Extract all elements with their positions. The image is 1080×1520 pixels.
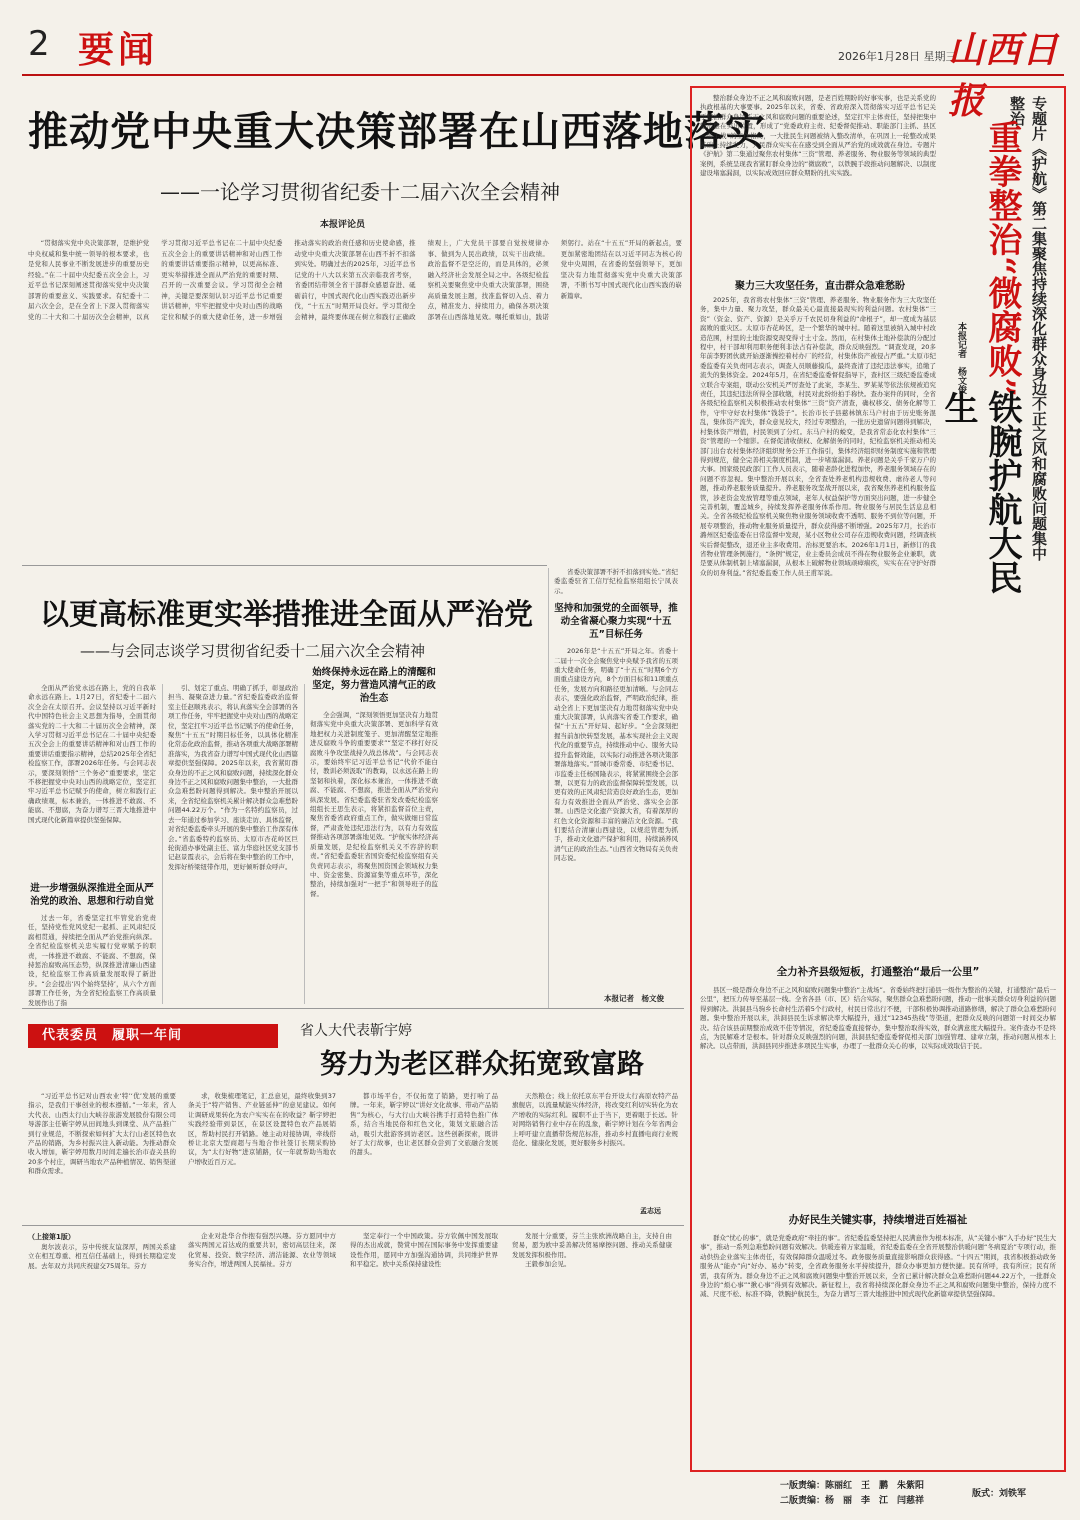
issue-date: 2026年1月28日 星期三: [838, 50, 957, 63]
interview-subtitle-1: 进一步增强纵深推进全面从严治党的政治、思想和行动自觉: [30, 883, 154, 907]
rep-col2: 求，收集梳理笔记，汇总意见，最终收集到37条关于“特产销售、产业链延伸”的意见建议。如何让调研成果转化为农户实实在在的收益？靳宇婷把实践经验带到景区，在景区设置特色农产品展销区，帮助村民打开销路。她主动对接协调，牵线搭桥让北京大型商超与当地合作社签订长期采购协议，为“太行好物”进京铺路，仅一年就帮助当地农户增收近百万元。: [188, 1092, 336, 1166]
page-header: [0, 0, 1080, 122]
feature-kicker: 专题片《护航》第二集聚焦持续深化群众身边不正之风和腐败问题集中整治: [1008, 96, 1048, 561]
editorial-subhead: ——一论学习贯彻省纪委十二届六次全会精神: [160, 180, 560, 204]
bottom-col2: 企业对赴华合作抱有强烈兴趣。芬方愿同中方落实两国元首达成的重要共识，密切高层往来，深化贸易、投资、数字经济、清洁能源、农业等领域务实合作，增进两国人民福祉。芬方: [188, 1232, 336, 1269]
rep-badge: 代表委员 履职一年间: [28, 1024, 278, 1048]
feature-byline: 本报记者 杨文俊: [956, 322, 966, 394]
feature-body-1: 2025年，我省将农村集体“三资”管理、养老服务、物业服务作为三大攻坚任务，集中力量、聚力攻坚，群众最关心最直接最现实的利益问题。农村集体“三资”（资金、资产、资源）是关乎万千农民切身利益的“命根子”，却一度成为基层腐败的重灾区。太原市杏花岭区，是一个繁华的城中村。随着这里被纳入城中村改造范围，村里的土地资源变现变得寸土寸金。然而，在村集体土地补偿款的分配过程中，村干部却利用职务便利非法占有补偿款，群众反映强烈。“调查发现，20多年前李野团伙就开始逐渐操控着村办厂的经营，村集体资产被侵占严重。”太原市纪委监委有关负责同志表示，调查人员顺藤摸瓜，最终查清了违纪违法事实，追缴了流失的集体资金。2024年5月，在省纪委监委督促指导下，查村区三级纪委监委成立联合专案组，联动公安机关严厉查处了此案，李某生、罗某某等依法依规被追究责任，其违纪违法所得全部收缴，村民对此纷纷拍手称快。查办案件的同时，全省各级纪检监察机关积极推动农村集体“三资”资产清查，确权移交、债务化解等工作，守牢守好农村集体“钱袋子”。长治市长子县慈林镇东马户村由于历史账务混乱，集体资产流失，群众意见较大，经过专项整治，一批历史遗留问题得到解决，村集体资产增值，村民领到了分红。东马户村的蜕变，是我省常态化农村集体“三资”管理的一个缩影。在督促清收债权、化解债务的同时，纪检监察机关推动相关部门出台农村集体经济组织财务公开工作指引，集体经济组织财务制度实施和管理得到规范，健全完善相关制度机制，进一步堵塞漏洞。养老问题是关乎千家万户的大事。国家级民政部门工作人员表示，随着老龄化进程加快，养老服务领域存在的问题不容忽视。集中整治开展以来，全省查处养老机构违规收费、虐待老人等问题，推动养老服务质量提升。养老服务攻坚战开展以来，我省聚焦养老机构服务监管，涉老资金发放管理等重点领域，老年人权益保护等方面突出问题，进一步健全完善机制，覆盖城乡，持续发挥养老服务体系作用。物业服务与居民生活息息相关。全省各级纪检监察机关聚焦物业服务领域收费不透明、服务不到位等问题，开展专项整治，推动物业服务质量提升，群众获得感不断增强。2025年7月，长治市潞州区纪委监委在日常监督中发现，某小区物业公司存在违规收费问题，经调查核实后督促整改，退还业主多收费用。治标更要治本。2026年1月1日，新修订的我省物业管理条例施行，“条例”规定，业主委员会成员不得在物业服务企业兼职，就是要从体制机制上堵塞漏洞，从根本上破解物业领域顽瘴痼疾，实实在在守护好群众的切身利益。”省纪委监委工作人员王甫军说。: [700, 296, 936, 577]
rep-kicker: 省人大代表靳宇婷: [300, 1023, 412, 1039]
bottom-col4-text: 发展十分重要，芬兰主张欧洲战略自主，支持自由贸易，愿为欧中妥善解决贸易摩擦问题、推动关系健康发展发挥积极作用。: [512, 1232, 672, 1259]
section-title: 要闻: [78, 29, 159, 71]
divider: [22, 565, 547, 566]
continued-label: （上接第1版）: [28, 1233, 75, 1241]
credits-line-2: 二版责编：杨 丽 李 江 闫慈祥: [780, 1496, 925, 1506]
rep-col1: “习近平总书记对山西农业‘特’‘优’发展的重要指示，是我们干事创业的根本遵循。”一年来，省人大代表、山西太行山大峡谷旅游发展股份有限公司导游部主任靳宇婷从田间地头到课堂、从产品推广到行业规范，不断探索如何扩大太行山老区特色农产品的销路，为乡村振兴注入新动能。为推动群众收入增加，靳宇婷用数月时间走遍长治市壶关县的20多个村庄，调研当地农产品种植情况、销售渠道和群众需求。: [28, 1092, 176, 1176]
interview-col1b-text: 过去一年，省委坚定扛牢管党治党责任，坚持党性党风党纪一起抓、正风肃纪反腐相贯通，持续把全面从严治党推向纵深。全省纪检监察机关忠实履行党章赋予的职责，一体推进不敢腐、不能腐、不想腐，保持惩治腐败高压态势，纵深推进清廉山西建设，纪检监察工作高质量发展取得了新进步。“会会提出‘四个始终坚持’，从六个方面部署工作任务，为全省纪检监察工作高质量发展作出了指: [28, 914, 156, 1007]
credits-line-1: 一版责编：陈丽红 王 鹏 朱紫阳: [780, 1481, 925, 1491]
interview-col4-text: 2026年是“十五五”开局之年。省委十二届十一次全会聚焦党中央赋予我省的五项重大使命任务，明确了“十五五”时期6个方面重点建设方向，8个方面目标和11项重点任务，发展方向和路径更加清晰。与会同志表示，要强化政治监督，严明政治纪律，推动全省上下更加坚决有力地贯彻落实党中央重大决策部署，认真落实省委工作要求，确保“十五五”开好局、起好步。“全会深刻把握当前加快转型发展，基本实现社会主义现代化的重要节点，持续推动中心、服务大局提升监督效能，以实际行动推进各项决策部署落地落实。”晋城市委常委、市纪委书记、市监委主任杨国隆表示，将紧紧围绕全会部署，以更有力的政治监督保障转型发展，以更有效的正风肃纪营造良好政治生态，更加有力有效推进全面从严治党、落实全会部署。山西是文化遗产资源大省，有着深厚的红色文化资源和丰富的廉洁文化资源。“我们要结合清廉山西建设，以规范管理为抓手，推动文化遗产保护和利用，持续涵养风清气正的政治生态。”山西省文物局有关负责同志说。: [554, 647, 678, 863]
editorial-byline: 本报评论员: [320, 220, 366, 230]
interview-subtitle-3: 坚持和加强党的全面领导，推动全省凝心聚力实现“十五五”目标任务: [554, 603, 678, 641]
rep-col3: 都市场平台，不仅拓宽了销路，更打响了品牌。一年来，靳宇婷以“讲好文化故事、带动产品销售”为核心，与大行山大峡谷携手打造特色推广体系，结合当地民俗和红色文化，策划文旅融合活动，吸引大批游客到访老区。这些创新探索，既讲好了太行故事，也让老区群众尝到了文旅融合发展的甜头。: [350, 1092, 498, 1157]
header-rule: [22, 74, 1064, 76]
feature-subtitle-2: 全力补齐县级短板，打通整治“最后一公里”: [776, 966, 980, 978]
credits-designer: 版式：刘铁军: [972, 1489, 1027, 1499]
feature-intro: 整治群众身边不正之风和腐败问题，是老百姓期盼的好事实事，也是关系党的执政根基的大事要事。2025年以来，省委、省政府深入贯彻落实习近平总书记关于整治群众身边不正之风和腐败问题的重要论述，坚定扛牢主体责任，坚持把集中整治摆在突出位置，形成了“党委政府主责、纪委督促推动、职能部门主抓、县区一级主战”的工作格局，一大批民生问题被纳入整改清单，在巩固上一轮整改成果基础上持续发力，人民群众实实在在感受到全面从严治党的成效就在身边。专题片《护航》第二集通过聚焦农村集体“三资”管理、养老服务、物业服务等领域的典型案例，系统呈现我省紧盯群众身边的“微腐败”，以铁腕手段推动问题解决、以制度建设堵塞漏洞，以实际成效回应群众期盼的扎实实践。: [700, 94, 936, 178]
interview-subtitle-2: 始终保持永远在路上的清醒和坚定，努力营造风清气正的政治生态: [312, 667, 436, 704]
interview-col2-text: 引、划定了重点、明确了抓手，彰显政治担当、凝聚奋进力量。”省纪委监委政治监督室主任赵顺兆表示，将认真落实全会部署的各项工作任务，牢牢把握党中央对山西的战略定位，坚定扛牢习近平总书记赋予的使命任务，聚焦“十五五”时期目标任务，以具体化精准化常态化政治监督，推动各项重大战略部署精准落实，为我省奋力谱写中国式现代化山西篇章提供坚强保障。2025年以来，我省紧盯群众身边的不正之风和腐败问题，持续深化群众身边不正之风和腐败问题集中整治，一大批群众急难愁盼问题得到解决。集中整治开展以来，全省纪检监察机关累计解决群众急难愁盼问题44.22万个。“作为一名特约监察员，过去一年通过参加学习、座谈走访、具体监督，对省纪委监委牵头开展的集中整治工作深有体会。”省监委特约监察员、太原市杏花岭区巨轮街道办事处副主任、富力华庭社区党支部书记赵景霞表示，会后将在集中整治的工作中，发挥好桥梁纽带作用，更好倾听群众呼声。: [168, 684, 298, 871]
feature-subtitle-3: 办好民生关键实事，持续增进百姓福祉: [788, 1214, 968, 1226]
interview-subhead: ——与会同志谈学习贯彻省纪委十二届六次全会精神: [80, 642, 426, 660]
interview-col2: [168, 684, 298, 1004]
rep-headline: 努力为老区群众拓宽致富路: [320, 1049, 644, 1080]
editorial-body: “贯彻落实党中央决策部署，是维护党中央权威和集中统一领导的根本要求，也是党和人民事业不断发展进步的重要历史经验。”在二十届中央纪委五次全会上，习近平总书记深刻阐述贯彻落实党中央决策部署的重要意义、实践要求。有纪委十二届六次全会，是在全省上下深入贯彻落实党的二十大和二十届历次全会精神，以真学习贯彻习近平总书记在二十届中央纪委五次全会上的重要讲话精神和对山西工作的重要讲话重要指示精神，以更高标准、更实举措推进全面从严治党的重要时期、召开的一次重要会议。学习贯彻全会精神，关键是要深刻认识习近平总书记重要讲话精神，牢牢把握党中央对山西的战略定位和赋予的重大使命任务，进一步增强推动落实的政治责任感和历史使命感，推动党中央重大决策部署在山西不折不扣落到实处。明确过去的2025年，习近平总书记党的十八大以来第五次亲临我省考察，省委团结带领全省干部群众感恩奋进、砥砺前行，中国式现代化山西实践迈出新步伐，“十五五”时期开局良好。学习贯彻全会精神，最终要体现在树立和践行正确政绩观上，广大党员干部要自觉按规律办事、做到为人民出政绩，以实干出政绩。政治监督不是空泛的，而是具体的，必须融入经济社会发展全局之中。各级纪检监察机关要聚焦党中央重大决策部署，围绕高质量发展主题，找准监督切入点、着力点，精准发力、持续用力，确保各项决策部署在山西落地见效。嘱托重如山，践诺须躬行。站在“十五五”开局的新起点，要更加紧密地团结在以习近平同志为核心的党中央周围，在省委的坚强领导下，更加坚决有力地贯彻落实党中央重大决策部署，不断书写中国式现代化山西实践的崭新篇章。: [28, 239, 682, 321]
bottom-col3: 坚定奉行一个中国政策。芬方钦佩中国发展取得的杰出成就，赞赏中国在国际事务中发挥重要建设性作用，愿同中方加强沟通协调，共同维护世界和平稳定。欧中关系保持建设性: [350, 1232, 498, 1269]
interview-byline: 本报记者 杨文俊: [604, 994, 664, 1003]
editorial-headline: 推动党中央重大决策部署在山西落地落实: [28, 108, 766, 155]
interview-col3: [310, 666, 438, 1004]
divider: [22, 1225, 684, 1226]
masthead-logo: 山西日报: [948, 29, 1060, 122]
interview-col1: [28, 684, 156, 1007]
feature-headline-b: 铁腕护航大民生: [938, 390, 1022, 594]
interview-col4: [554, 568, 678, 988]
rep-byline: 孟志远: [640, 1207, 661, 1215]
bottom-col5-text: 王毅参加会见。: [525, 1260, 571, 1269]
rep-col4: 天然粮仓；线上依托京东平台开设太行高原农特产品旗舰店，以流量赋能实体经济，将改变红利切实转化为农产增收的实际红利。履职不止于当下，更着眼于长远。针对网络销售行业中存在的乱象，靳宇婷计划在今年省两会上呼吁建立直播带货规范标准，推动乡村直播电商行业规范化、健康化发展，更好服务乡村振兴。: [512, 1092, 678, 1148]
feature-body-3: 群众“忧心的事”，就是党委政府“牵挂的事”。省纪委监委坚持把人民满意作为根本标准，从“关键小事”入手办好“民生大事”，推动一系列急难愁盼问题有效解决。供暖连着万家温暖，省纪委监委在全省开展整治供暖问题“冬病夏治”专项行动，推动供热企业落实主体责任，有效保障群众温暖过冬。政务服务质量直接影响群众获得感。“十四五”期间，我省积极推动政务服务从“能办”向“好办、易办”转变，全省政务服务水平持续提升，群众办事更加方便快捷。民有所呼，我有所应；民有所需，我有所为。群众身边不正之风和腐败问题集中整治开展以来，全省已累计解决群众急难愁盼问题44.22万个，一批群众身边的“烦心事”“揪心事”得到有效解决。新征程上，我省将持续深化群众身边不正之风和腐败问题集中整治，保持力度不减、尺度不松、标准不降，铁腕护航民生，为奋力谱写三晋大地推进中国式现代化新篇章提供坚强保障。: [700, 1234, 1056, 1299]
interview-col1-text: 全面从严治党永远在路上，党的自我革命永远在路上。1月27日，省纪委十二届六次全会在太原召开。会议坚持以习近平新时代中国特色社会主义思想为指导，全面贯彻落实党的二十大和二十届历次全会精神，深入学习贯彻习近平总书记在二十届中央纪委五次全会上的重要讲话精神和对山西工作的重要讲话重要指示精神，总结2025年全省纪检监察工作，部署2026年任务。与会同志表示，要深刻领悟“三个务必”重要要求，坚定不移把握党中央对山西的战略定位，坚定扛牢习近平总书记赋予的使命，树立和践行正确政绩观，标本兼治，一体推进不敢腐、不能腐、不想腐，为奋力谱写三晋大地推进中国式现代化新篇章提供坚强保障。: [28, 684, 156, 824]
interview-headline: 以更高标准更实举措推进全面从严治党: [40, 597, 534, 631]
page-number: 2: [28, 24, 50, 64]
bottom-col4: [512, 1232, 672, 1298]
feature-body-2: 县区一级是群众身边不正之风和腐败问题集中整治“主战场”。省委始终把打通县一级作为整治的关键，打通整治“最后一公里”，把压力传导至基层一线。全省各县（市、区）结合实际，聚焦群众急难愁盼问题，推动一批事关群众切身利益的问题得到解决。洪洞县马驹乡长命村生活着5个行政村，村民日常出行不便，干部积极协调推动道路修缮，解决了群众急难愁盼问题。集中整治开展以来，洪洞县民生诉求解决率大幅提升，通过“12345热线”等渠道，把群众反映的问题第一时间交办解决。结合该县前期整治成效不佳等情况，省纪委监委直接督办，集中整治取得实效，群众满意度大幅提升。案件查办不是终点，为民解难才是根本。针对群众反映强烈的问题，洪洞县纪委监委督促相关部门加强管理、建章立制，推动问题从根本上解决。以点带面，洪洞县同步推进多项民生实事，办理了一批群众关心的事，以实际成效取信于民。: [700, 986, 1056, 1051]
bottom-col1: 奥尔波表示，芬中传统友谊深厚，两国关系建立在相互尊重、相互信任基础上，得到长期稳定发展。去年双方共同庆祝建交75周年。芬方: [28, 1243, 176, 1270]
feature-subtitle-1: 聚力三大攻坚任务，直击群众急难愁盼: [735, 281, 905, 292]
divider: [22, 1008, 684, 1009]
interview-col4-top: 省委决策部署不折不扣落到实处。”省纪委监委驻省工信厅纪检监察组组长宁凤表示。: [554, 568, 678, 595]
feature-headline-a: 重拳整治“微腐败”: [982, 120, 1022, 398]
interview-col3-text: 全会强调，“深刻领悟更加坚决有力地贯彻落实党中央重大决策部署、更加科学有效地把权力关进制度笼子、更加清醒坚定地推进反腐败斗争的重要要求”“坚定不移打好反腐败斗争攻坚战持久战总体战”。与会同志表示，要始终牢记习近平总书记“代价不能白付，教训必须汲取”的教诲，以永远在路上的坚韧和执着，深化标本兼治，一体推进不敢腐、不能腐、不想腐，推进全面从严治党向纵深发展。省纪委监委驻省发改委纪检监察组组长王思生表示，将紧扣监督首位主责，聚焦省委省政府重点工作，做实做细日常监督，严肃查处违纪违法行为，以有力有效监督推动各项部署落地见效。“护航实体经济高质量发展，是纪检监察机关义不容辞的职责。”省纪委监委驻省国资委纪检监察组有关负责同志表示，将聚焦国资国企领域权力集中、资金密集、资源富集等重点环节，深化整治，持续加强对“一把手”和领导班子的监督。: [310, 711, 438, 898]
